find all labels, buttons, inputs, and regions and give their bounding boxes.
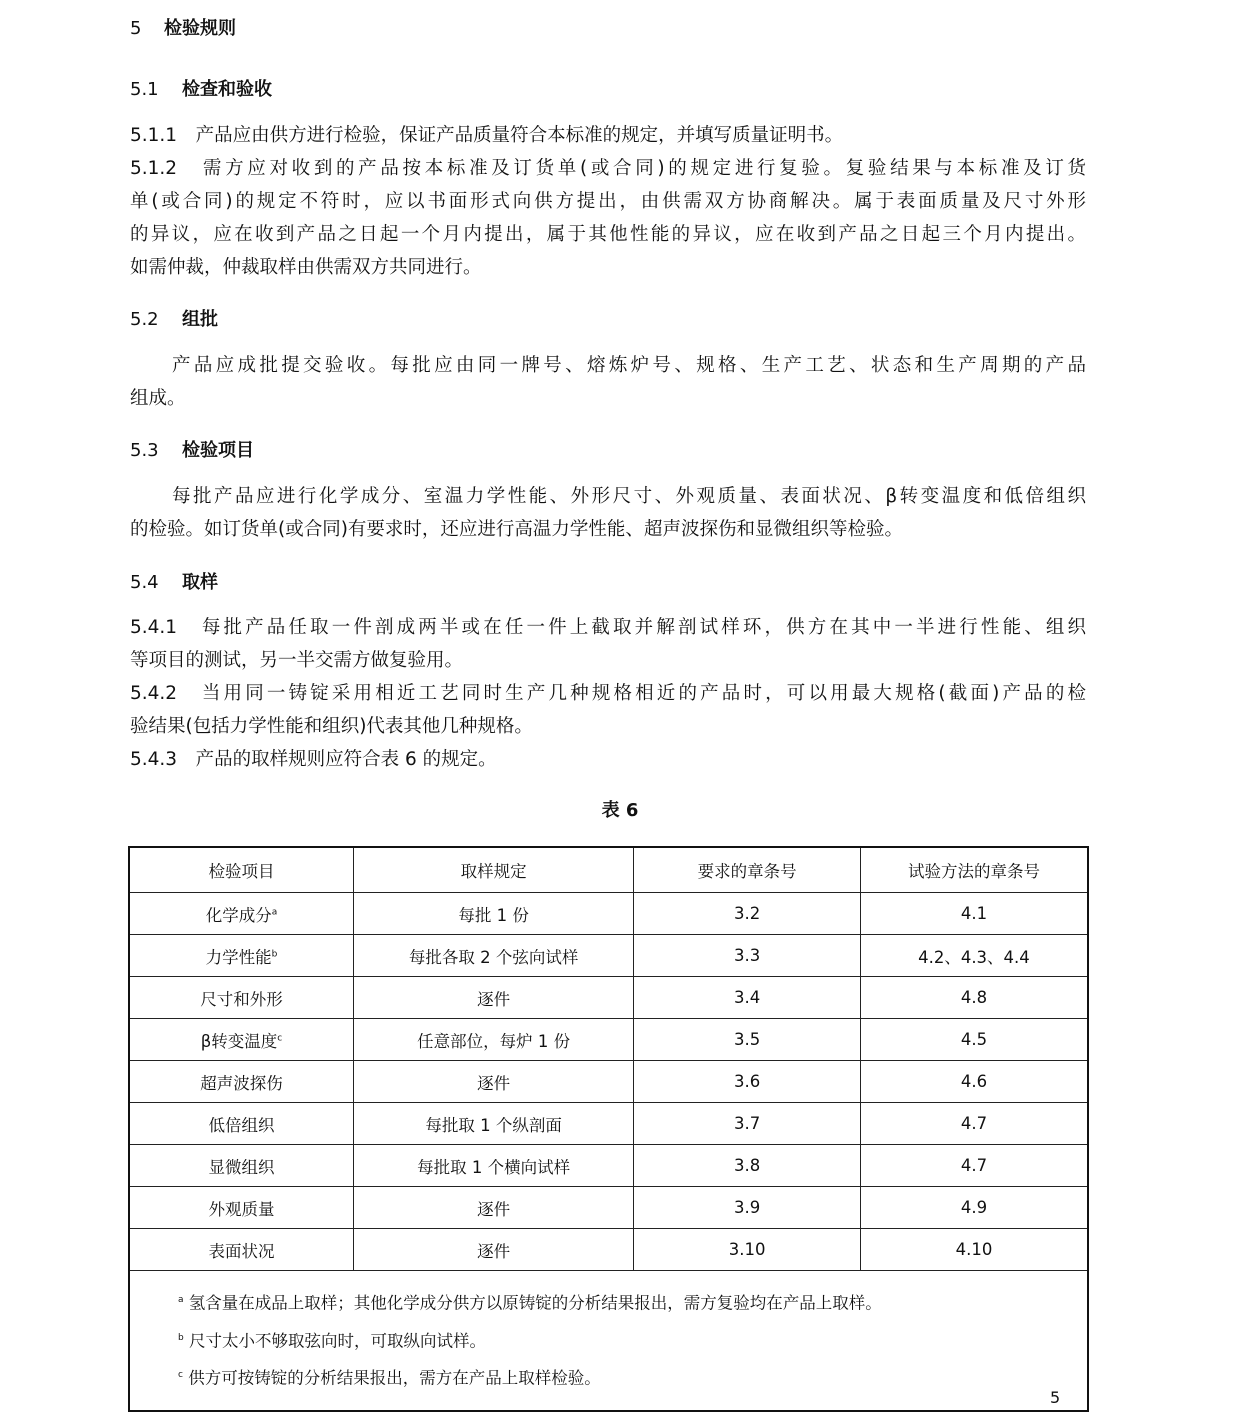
cell-text: 4.5	[960, 1030, 988, 1049]
cell-method	[860, 1019, 1088, 1061]
cell-text: 3.8	[734, 1156, 761, 1175]
cell-text: 逐件	[477, 1241, 511, 1261]
footnote-marker: a	[271, 907, 278, 917]
cell-text: 每批取 1 个横向试样	[417, 1157, 571, 1177]
footnote-text: 氢含量在成品上取样；其他化学成分供方以原铸锭的分析结果报出，需方复验均在产品上取样。	[188, 1293, 882, 1313]
cell-text: 3.6	[734, 1072, 761, 1091]
table-row	[129, 1061, 1088, 1103]
table-row	[129, 1187, 1088, 1229]
table-row	[129, 1103, 1088, 1145]
cell-text: β转变温度	[200, 1031, 278, 1051]
cell-req	[634, 1145, 861, 1187]
paragraph-5-4-3	[130, 743, 1086, 776]
paragraph-5-4-2	[130, 677, 1086, 743]
cell-text: 每批 1 份	[458, 905, 529, 925]
paragraph-5-1-1	[130, 119, 1086, 152]
cell-item	[129, 977, 353, 1019]
cell-req	[634, 977, 861, 1019]
cell-req	[634, 1103, 861, 1145]
footnote-marker: c	[178, 1370, 183, 1380]
section-heading-5-4: 5.4 取样	[130, 572, 218, 593]
table-header-row	[129, 847, 1088, 893]
section-heading-5: 5 检验规则	[130, 18, 236, 39]
cell-item	[129, 1019, 353, 1061]
footnote-marker: a	[178, 1295, 184, 1305]
cell-text: 逐件	[477, 1199, 511, 1219]
cell-text: 每批各取 2 个弦向试样	[408, 947, 579, 967]
section-heading-5-2: 5.2 组批	[130, 309, 218, 330]
cell-item	[129, 1229, 353, 1271]
cell-method	[860, 935, 1088, 977]
cell-item	[129, 1187, 353, 1229]
cell-text: 化学成分	[205, 905, 272, 925]
cell-rule	[353, 893, 633, 935]
table-row	[129, 1229, 1088, 1271]
cell-text: 显微组织	[208, 1157, 275, 1177]
footnote	[178, 1358, 1087, 1396]
section-heading-5-1: 5.1 检查和验收	[130, 79, 272, 100]
cell-rule	[353, 1229, 633, 1271]
cell-req	[634, 1061, 861, 1103]
cell-text: 4.2、4.3、4.4	[918, 947, 1030, 967]
paragraph-5-4-1	[130, 611, 1086, 677]
table-row	[129, 893, 1088, 935]
table-row	[129, 1019, 1088, 1061]
cell-text: 表面状况	[208, 1241, 275, 1261]
cell-item	[129, 893, 353, 935]
cell-rule	[353, 1145, 633, 1187]
text-line: 5.1.1 产品应由供方进行检验，保证产品质量符合本标准的规定，并填写质量证明书。	[130, 125, 844, 146]
page-number: 5	[1050, 1388, 1061, 1407]
cell-text: 逐件	[477, 989, 511, 1009]
cell-text: 4.10	[955, 1240, 993, 1259]
cell-text: 3.10	[728, 1240, 766, 1259]
text-line: 如需仲裁，仲裁取样由供需双方共同进行。	[130, 257, 482, 278]
cell-method	[860, 977, 1088, 1019]
text-line: 的异议，应在收到产品之日起一个月内提出，属于其他性能的异议，应在收到产品之日起三个月内提出。	[130, 224, 1086, 245]
cell-text: 4.1	[960, 904, 988, 923]
cell-text: 3.5	[734, 1030, 761, 1049]
cell-item	[129, 935, 353, 977]
cell-method	[860, 1187, 1088, 1229]
cell-rule	[353, 1187, 633, 1229]
text-line: 验结果(包括力学性能和组织)代表其他几种规格。	[130, 716, 533, 737]
table-caption: 表 6	[601, 800, 639, 821]
header-cell: 要求的章条号	[634, 847, 861, 893]
header-cell: 试验方法的章条号	[860, 847, 1088, 893]
cell-text: 每批取 1 个纵剖面	[425, 1115, 562, 1135]
cell-item	[129, 1145, 353, 1187]
cell-method	[860, 1061, 1088, 1103]
cell-method	[860, 893, 1088, 935]
cell-text: 外观质量	[208, 1199, 275, 1219]
footnote	[178, 1321, 1087, 1359]
table-row	[129, 935, 1088, 977]
section-heading-5-3: 5.3 检验项目	[130, 440, 254, 461]
paragraph-5-1-2	[130, 152, 1086, 284]
text-line: 5.4.3 产品的取样规则应符合表 6 的规定。	[130, 749, 497, 770]
cell-text: 4.8	[960, 988, 988, 1007]
footnote	[178, 1283, 1087, 1321]
cell-rule	[353, 1061, 633, 1103]
cell-rule	[353, 977, 633, 1019]
cell-text: 3.3	[734, 946, 761, 965]
cell-text: 尺寸和外形	[200, 989, 283, 1009]
cell-text: 4.6	[960, 1072, 988, 1091]
text-line: 等项目的测试，另一半交需方做复验用。	[130, 650, 464, 671]
paragraph-5-3	[130, 480, 1086, 546]
cell-req	[634, 1187, 861, 1229]
cell-text: 逐件	[477, 1073, 511, 1093]
cell-rule	[353, 935, 633, 977]
footnote-marker: c	[277, 1033, 283, 1043]
cell-rule	[353, 1019, 633, 1061]
header-cell: 检验项目	[129, 847, 353, 893]
table-row	[129, 977, 1088, 1019]
cell-method	[860, 1103, 1088, 1145]
cell-rule	[353, 1103, 633, 1145]
cell-item	[129, 1103, 353, 1145]
cell-text: 3.9	[734, 1198, 761, 1217]
sampling-table	[128, 846, 1089, 1412]
footnote-marker: b	[178, 1332, 184, 1343]
cell-req	[634, 893, 861, 935]
cell-text: 超声波探伤	[200, 1073, 283, 1093]
cell-text: 3.2	[734, 904, 761, 923]
footnote-text: 供方可按铸锭的分析结果报出，需方在产品上取样检验。	[188, 1368, 601, 1388]
cell-item	[129, 1061, 353, 1103]
cell-text: 力学性能	[205, 947, 272, 967]
cell-req	[634, 1229, 861, 1271]
cell-text: 4.9	[960, 1198, 988, 1217]
cell-text: 任意部位，每炉 1 份	[417, 1031, 571, 1051]
text-line: 5.1.2 需方应对收到的产品按本标准及订货单(或合同)的规定进行复验。复验结果与本标准及订货	[130, 158, 1086, 179]
text-line: 组成。	[130, 388, 186, 409]
cell-text: 低倍组织	[208, 1115, 275, 1135]
text-line: 5.4.2 当用同一铸锭采用相近工艺同时生产几种规格相近的产品时，可以用最大规格(截面)产品的检	[130, 683, 1086, 704]
cell-method	[860, 1229, 1088, 1271]
footnote-text: 尺寸太小不够取弦向时，可取纵向试样。	[188, 1331, 486, 1350]
text-line: 每批产品应进行化学成分、室温力学性能、外形尺寸、外观质量、表面状况、β转变温度和低倍组织	[172, 486, 1086, 507]
cell-text: 3.7	[734, 1114, 761, 1133]
text-line: 产品应成批提交验收。每批应由同一牌号、熔炼炉号、规格、生产工艺、状态和生产周期的产品	[172, 355, 1086, 376]
cell-text: 4.7	[960, 1156, 988, 1175]
cell-method	[860, 1145, 1088, 1187]
table-notes-row	[129, 1271, 1088, 1411]
footnote-marker: b	[271, 949, 278, 959]
table-row	[129, 1145, 1088, 1187]
header-cell: 取样规定	[353, 847, 633, 893]
text-line: 的检验。如订货单(或合同)有要求时，还应进行高温力学性能、超声波探伤和显微组织等检验。	[130, 519, 903, 540]
cell-req	[634, 1019, 861, 1061]
paragraph-5-2	[130, 349, 1086, 415]
text-line: 5.4.1 每批产品任取一件剖成两半或在任一件上截取并解剖试样环，供方在其中一半进行性能、组织	[130, 617, 1086, 638]
table-footnotes	[129, 1271, 1088, 1411]
cell-text: 4.7	[960, 1114, 988, 1133]
cell-text: 3.4	[734, 988, 761, 1007]
cell-req	[634, 935, 861, 977]
text-line: 单(或合同)的规定不符时，应以书面形式向供方提出，由供需双方协商解决。属于表面质量及尺寸外形	[130, 191, 1086, 212]
